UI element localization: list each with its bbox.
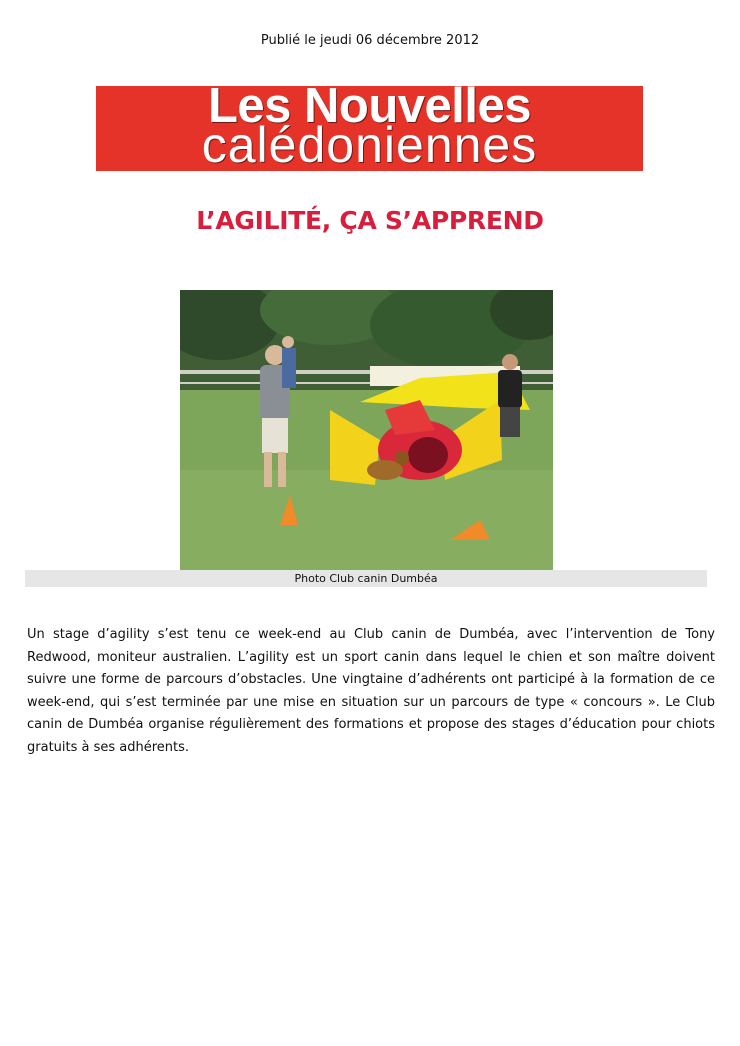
publication-date: Publié le jeudi 06 décembre 2012	[260, 33, 480, 48]
article-photo	[180, 290, 553, 571]
agility-photo-illustration	[180, 290, 553, 571]
logo-line-1: Les Nouvelles	[207, 86, 532, 133]
newspaper-logo	[96, 86, 643, 171]
article-body: Un stage d’agility s’est tenu ce week-end au Club canin de Dumbéa, avec l’intervention de Tony Redwood, moniteur australien. L’agility est un sport canin dans lequel le chien et son maître doivent suivre une forme de parcours d’obstacles. Une vingtaine d’adhérents ont participé à la formation de ce week-end, qui s’est terminée par une mise en situation sur un parcours de type « concours ». Le Club canin de Dumbéa organise régulièrement des formations et propose des stages d’éducation pour chiots gratuits à ses adhérents.	[27, 627, 715, 755]
logo-line-2: calédoniennes	[201, 117, 538, 171]
article-headline: L’AGILITÉ, ÇA S’APPREND	[196, 206, 544, 235]
photo-caption: Photo Club canin Dumbéa	[294, 572, 438, 585]
